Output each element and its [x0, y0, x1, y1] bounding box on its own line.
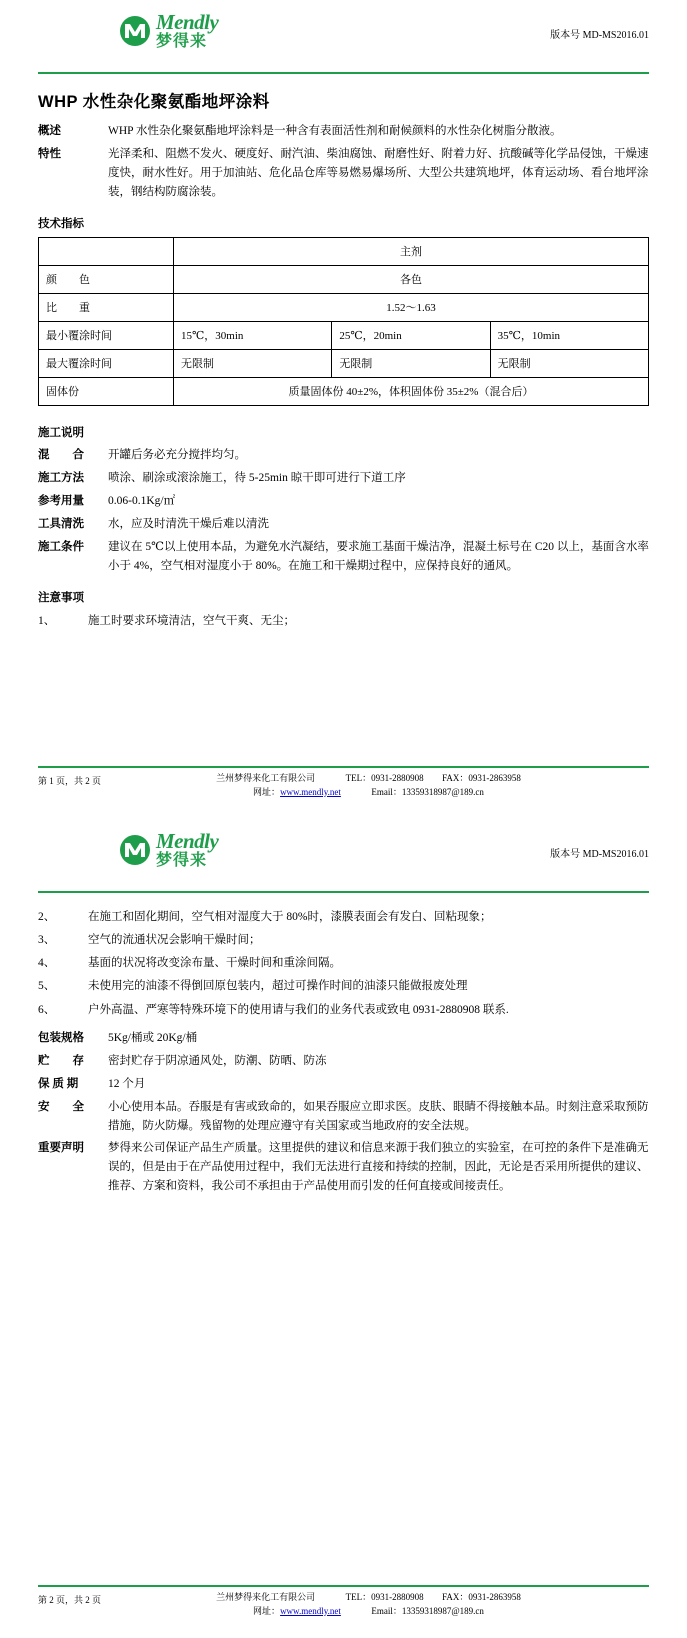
- list-item-number: 6、: [38, 1003, 56, 1016]
- construction-cleaning-text: 水，应及时清洗干燥后难以清洗: [108, 517, 269, 530]
- item-storage-text: 密封贮存于阴凉通风处，防潮、防晒、防冻: [108, 1054, 327, 1067]
- item-storage-label: 贮 存: [38, 1054, 84, 1067]
- construction-heading: 施工说明: [38, 426, 84, 439]
- footer-divider: [38, 1585, 649, 1587]
- table-row-label: 最大覆涂时间: [39, 349, 174, 377]
- table-row-value: 无限制: [490, 349, 648, 377]
- mendly-m-logo-icon: [118, 15, 152, 47]
- mendly-m-logo-icon: [118, 834, 152, 866]
- item-packaging-label: 包装规格: [38, 1031, 84, 1044]
- footer-page-number: 第 2 页，共 2 页: [38, 1595, 102, 1605]
- table-row-value: 各色: [174, 265, 649, 293]
- list-item-number: 1、: [38, 614, 56, 627]
- page-footer-2: [38, 1585, 649, 1618]
- table-row: [39, 237, 649, 265]
- item-disclaimer: [38, 1139, 649, 1196]
- footer-page-number: 第 1 页，共 2 页: [38, 776, 102, 786]
- table-row-label: 比 重: [39, 293, 174, 321]
- table-row: [39, 321, 649, 349]
- section-features: [38, 145, 649, 202]
- list-item-text: 空气的流通状况会影响干燥时间；: [88, 934, 261, 947]
- table-row-value: 1.52～1.63: [174, 293, 649, 321]
- construction-conditions: [38, 538, 649, 576]
- construction-mixing: [38, 446, 649, 465]
- construction-coverage-label: 参考用量: [38, 494, 84, 507]
- section-overview: [38, 122, 649, 141]
- tech-spec-heading: 技术指标: [38, 217, 84, 230]
- list-item-text: 基面的状况将改变涂布量、干燥时间和重涂间隔。: [88, 957, 341, 970]
- version-number: 版本号 MD-MS2016.01: [550, 849, 649, 860]
- table-row-value: 无限制: [174, 349, 332, 377]
- page-footer-1: [38, 766, 649, 799]
- list-item: [38, 953, 649, 973]
- item-shelf-life: [38, 1075, 649, 1094]
- table-row-value: 质量固体份 40±2%，体积固体份 35±2%（混合后）: [174, 377, 649, 405]
- item-packaging: [38, 1029, 649, 1048]
- page-header: [38, 0, 649, 70]
- construction-method-text: 喷涂、刷涂或滚涂施工，待 5-25min 晾干即可进行下道工序: [108, 471, 406, 484]
- section-overview-text: WHP 水性杂化聚氨酯地坪涂料是一种含有表面活性剂和耐候颜料的水性杂化树脂分散液。: [108, 125, 562, 137]
- list-item: [38, 930, 649, 950]
- footer-tel: TEL：0931-2880908: [345, 773, 424, 783]
- section-features-label: 特性: [38, 147, 61, 160]
- logo-text-en: Mendly: [156, 829, 219, 853]
- table-row: [39, 293, 649, 321]
- footer-tel: TEL：0931-2880908: [345, 1592, 424, 1602]
- item-disclaimer-label: 重要声明: [38, 1142, 84, 1155]
- table-row-value: 15℃，30min: [174, 321, 332, 349]
- list-item: [38, 976, 649, 996]
- list-item-number: 3、: [38, 934, 56, 947]
- item-storage: [38, 1052, 649, 1071]
- logo-text-en: Mendly: [156, 10, 219, 34]
- footer-email-label: Email：: [371, 1605, 402, 1616]
- list-item-number: 2、: [38, 911, 56, 923]
- item-safety-text: 小心使用本品。吞服是有害或致命的，如果吞服应立即求医。皮肤、眼睛不得接触本品。时刻注意采取预防措施，防火防爆。残留物的处理应遵守有关国家或当地政府的安全法规。: [108, 1100, 649, 1132]
- logo-text-cn: 梦得来: [156, 33, 208, 50]
- table-row: [39, 265, 649, 293]
- table-row-label: 固体份: [39, 377, 174, 405]
- footer-company: 兰州梦得来化工有限公司: [216, 773, 316, 783]
- construction-cleaning-label: 工具清洗: [38, 517, 84, 530]
- list-item-text: 未使用完的油漆不得倒回原包装内，超过可操作时间的油漆只能做报废处理: [88, 980, 468, 993]
- table-row: [39, 349, 649, 377]
- construction-method: [38, 469, 649, 488]
- list-item: [38, 1000, 649, 1020]
- table-row-label: 最小覆涂时间: [39, 321, 174, 349]
- logo-text-cn: 梦得来: [156, 852, 208, 869]
- header-divider: [38, 72, 649, 74]
- footer-company: 兰州梦得来化工有限公司: [216, 1592, 316, 1602]
- construction-conditions-text: 建议在 5℃以上使用本品，为避免水汽凝结，要求施工基面干燥洁净，混凝土标号在 C20 以上，基面含水率小于 4%，空气相对湿度小于 80%。在施工和干燥期过程中，应保持良好的通风。: [108, 540, 649, 572]
- table-row-value: 35℃，10min: [490, 321, 648, 349]
- construction-cleaning: [38, 515, 649, 534]
- footer-web-label: 网址：: [253, 1605, 281, 1616]
- tech-spec-table: [38, 237, 649, 406]
- table-row-value: 无限制: [332, 349, 490, 377]
- attention-heading: 注意事项: [38, 591, 84, 604]
- item-safety-label: 安 全: [38, 1100, 84, 1113]
- page-header-2: [38, 819, 649, 889]
- document-page-2: [0, 819, 687, 1638]
- list-item-number: 4、: [38, 957, 56, 970]
- page-title: WHP 水性杂化聚氨酯地坪涂料: [38, 93, 270, 111]
- list-item: [38, 611, 649, 631]
- table-cell-empty: [39, 237, 174, 265]
- footer-email-label: Email：: [371, 786, 402, 797]
- item-shelf-life-label: 保 质 期: [38, 1077, 79, 1090]
- construction-coverage-text: 0.06-0.1Kg/㎡: [108, 494, 176, 507]
- item-disclaimer-text: 梦得来公司保证产品生产质量。这里提供的建议和信息来源于我们独立的实验室，在可控的条件下是准确无误的，但是由于在产品使用过程中，我们无法进行直接和持续的控制，因此，无论是否采用所提供的建议、推荐、方案和资料，我公司不承担由于产品使用而引发的任何直接或间接责任。: [108, 1142, 649, 1193]
- construction-mixing-text: 开罐后务必充分搅拌均匀。: [108, 448, 246, 461]
- table-header-main: 主剂: [174, 237, 649, 265]
- section-overview-label: 概述: [38, 125, 61, 137]
- list-item-number: 5、: [38, 980, 56, 993]
- list-item-text: 户外高温、严寒等特殊环境下的使用请与我们的业务代表或致电 0931-2880908 联系.: [88, 1003, 509, 1016]
- section-features-text: 光泽柔和、阻燃不发火、硬度好、耐汽油、柴油腐蚀、耐磨性好、附着力好、抗酸碱等化学品侵蚀，干燥速度快，耐水性好。用于加油站、危化品仓库等易燃易爆场所、大型公共建筑地坪，体育运动场、看台地坪涂装，钢结构防腐涂装。: [108, 147, 649, 198]
- item-safety: [38, 1098, 649, 1136]
- company-logo: [118, 831, 218, 869]
- table-row-value: 25℃，20min: [332, 321, 490, 349]
- footer-email: 13359318987@189.cn: [401, 786, 484, 797]
- footer-web-label: 网址：: [253, 786, 281, 797]
- item-packaging-text: 5Kg/桶或 20Kg/桶: [108, 1031, 198, 1044]
- table-row: [39, 377, 649, 405]
- construction-conditions-label: 施工条件: [38, 540, 84, 553]
- table-row-label: 颜 色: [39, 265, 174, 293]
- item-shelf-life-text: 12 个月: [108, 1077, 146, 1090]
- footer-divider: [38, 766, 649, 768]
- footer-fax: FAX：0931-2863958: [442, 1592, 521, 1602]
- company-logo: [118, 12, 218, 50]
- construction-coverage: [38, 492, 649, 511]
- version-number: 版本号 MD-MS2016.01: [550, 30, 649, 41]
- construction-method-label: 施工方法: [38, 471, 84, 484]
- construction-mixing-label: 混 合: [38, 448, 84, 461]
- footer-fax: FAX：0931-2863958: [442, 773, 521, 783]
- list-item-text: 在施工和固化期间，空气相对湿度大于 80%时，漆膜表面会有发白、回粘现象；: [88, 911, 492, 923]
- list-item-text: 施工时要求环境清洁，空气干爽、无尘；: [88, 614, 295, 627]
- footer-website-link[interactable]: www.mendly.net: [280, 1605, 341, 1616]
- footer-website-link[interactable]: www.mendly.net: [280, 786, 341, 797]
- list-item: [38, 907, 649, 927]
- footer-email: 13359318987@189.cn: [401, 1605, 484, 1616]
